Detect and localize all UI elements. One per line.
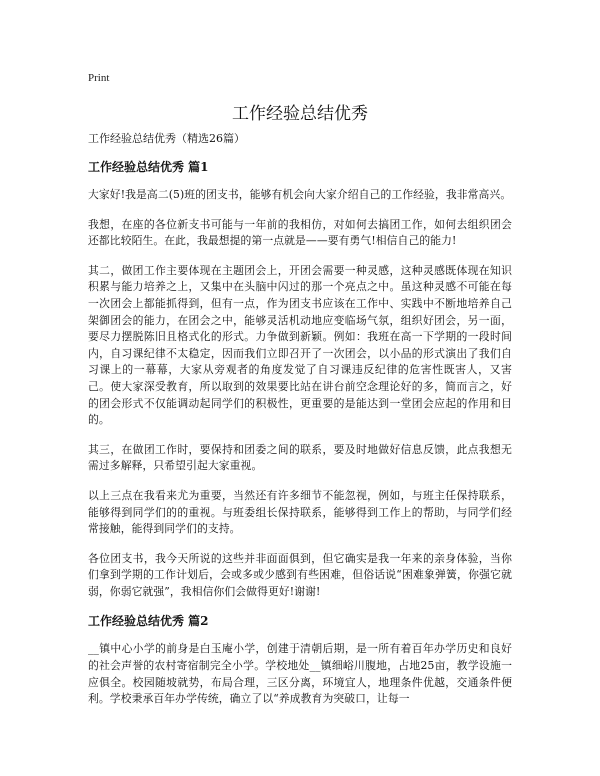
- paragraph: 我想，在座的各位新支书可能与一年前的我相仿，对如何去搞团工作，如何去组织团会还都比较陌生。在此，我最想提的第一点就是——要有勇气!相信自己的能力!: [88, 217, 512, 248]
- document-body: [88, 131, 512, 721]
- section-heading: 工作经验总结优秀 篇2: [88, 614, 209, 629]
- document-title: 工作经验总结优秀: [232, 104, 368, 124]
- paragraph: 各位团支书，我今天所说的这些并非面面俱到，但它确实是我一年来的亲身体验，当你们拿到学期的工作计划后，会或多或少感到有些困难，但俗话说“困难象弹簧，你强它就弱，你弱它就强”，我相信你们会做得更好!谢谢!: [88, 551, 512, 598]
- paragraph: 大家好!我是高二(5)班的团支书，能够有机会向大家介绍自己的工作经验，我非常高兴。: [88, 188, 512, 201]
- document-subtitle: 工作经验总结优秀（精选26篇）: [88, 132, 245, 145]
- paragraph: 以上三点在我看来尤为重要，当然还有许多细节不能忽视，例如，与班主任保持联系，能够得到同学们的的重视。与班委组长保持联系，能够得到工作上的帮助，与同学们经常接触，能得到同学们的支持。: [88, 488, 512, 536]
- paragraph: __镇中心小学的前身是白玉庵小学，创建于清朝后期，是一所有着百年办学历史和良好的社会声誉的农村寄宿制完全小学。学校地处__镇细峪川腹地，占地25亩，教学设施一应俱全。校园随坡就势，布局合理，三区分离，环境宜人，地理条件优越，交通条件便利。学校秉承百年办学传统，确立了以“养成教育为突破口，让每一: [88, 642, 512, 706]
- print-link[interactable]: Print: [88, 72, 110, 84]
- paragraph: 其三，在做团工作时，要保持和团委之间的联系，要及时地做好信息反馈，此点我想无需过多解释，只希望引起大家重视。: [88, 442, 512, 473]
- section-heading: 工作经验总结优秀 篇1: [88, 160, 209, 174]
- paragraph: 其二，做团工作主要体现在主题团会上，开团会需要一种灵感，这种灵感既体现在知识积累与能力培养之上，又集中在头脑中闪过的那一个亮点之中。虽这种灵感不可能在每一次团会上都能抓得到，但有一点，作为团支书应该在工作中、实践中不断地培养自己架御团会的能力，在团会之中，能够灵活机动地应变临场气氛，组织好团会，另一面，要尽力摆脱陈旧且格式化的形式。力争做到新颖。例如：我班在高一下学期的一段时间内，自习课纪律不太稳定，因而我们立即召开了一次团会，以小品的形式演出了我们自习课上的一幕幕，大家从旁观者的角度发觉了自习课违反纪律的危害性既害人，又害己。使大家深受教育，所以取到的效果要比站在讲台前空念理论好的多，简而言之，好的团会形式不仅能调动起同学们的积极性，更重要的是能达到一堂团会应起的作用和目的。: [88, 263, 512, 427]
